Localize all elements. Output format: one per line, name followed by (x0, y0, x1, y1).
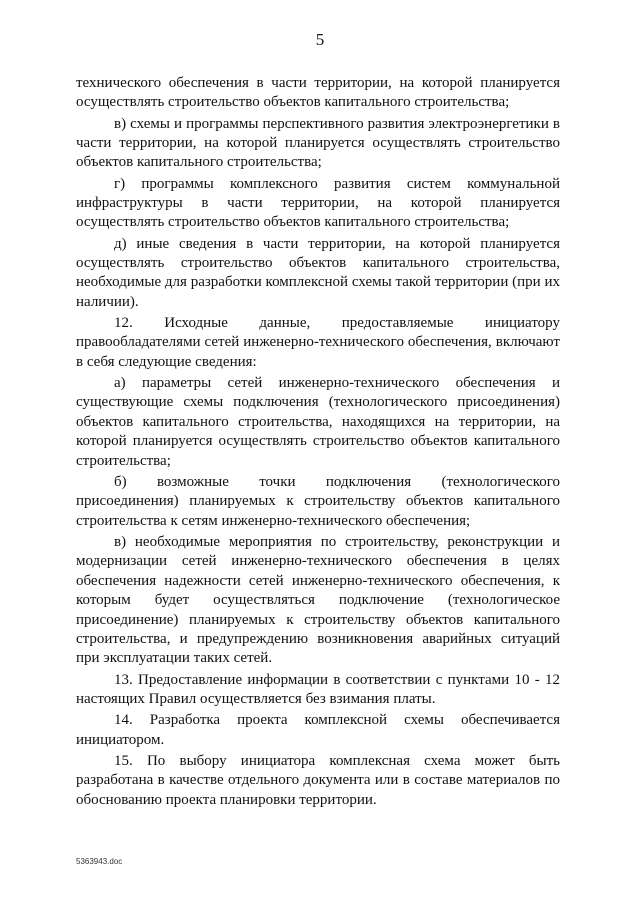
paragraph-clause-12: 12. Исходные данные, предоставляемые инициатору правообладателями сетей инженерно-технического обеспечения, включают в себя следующие сведения: (76, 315, 560, 370)
paragraph-item-v: в) схемы и программы перспективного развития электроэнергетики в части территории, на которой планируется осуществлять строительство объектов капитального строительства; (76, 115, 560, 171)
paragraph-item-g: г) программы комплексного развития систем коммунальной инфраструктуры в части территории, на которой планируется осуществлять строительство объектов капитального строительства; (76, 175, 560, 231)
paragraph-item-b: б) возможные точки подключения (технологического присоединения) планируемых к строительству объектов капитального строительства к сетям инженерно-технического обеспечения; (76, 473, 560, 529)
paragraph-continuation: технического обеспечения в части территории, на которой планируется осуществлять строительство объектов капитального строительства; (76, 75, 560, 111)
paragraph-clause-13: 13. Предоставление информации в соответствии с пунктами 10 - 12 настоящих Правил осуществляется без взимания платы. (76, 671, 560, 707)
paragraph-item-a: а) параметры сетей инженерно-технического обеспечения и существующие схемы подключения (технологического присоединения) объектов капитального строительства, находящихся на территории, на которой планируется осуществлять строительство объектов капитального строительства; (76, 375, 560, 469)
paragraph-clause-15: 15. По выбору инициатора комплексная схема может быть разработана в качестве отдельного документа или в составе материалов по обоснованию проекта планировки территории. (76, 752, 560, 808)
document-body (76, 74, 560, 812)
page-number: 5 (315, 30, 325, 49)
paragraph-item-v2: в) необходимые мероприятия по строительству, реконструкции и модернизации сетей инженерно-технического обеспечения в целях обеспечения надежности сетей инженерно-технического обеспечения, к которым будет осуществляться подключение (технологическое присоединение) планируемых к строительству объектов капитального строительства, и предупреждению возникновения аварийных ситуаций при эксплуатации таких сетей. (76, 533, 560, 667)
paragraph-clause-14: 14. Разработка проекта комплексной схемы обеспечивается инициатором. (76, 712, 560, 748)
footer-file-name: 5363943.doc (76, 857, 123, 866)
paragraph-item-d: д) иные сведения в части территории, на которой планируется осуществлять строительство объектов капитального строительства, необходимые для разработки комплексной схемы такой территории (при их наличии). (76, 235, 560, 310)
